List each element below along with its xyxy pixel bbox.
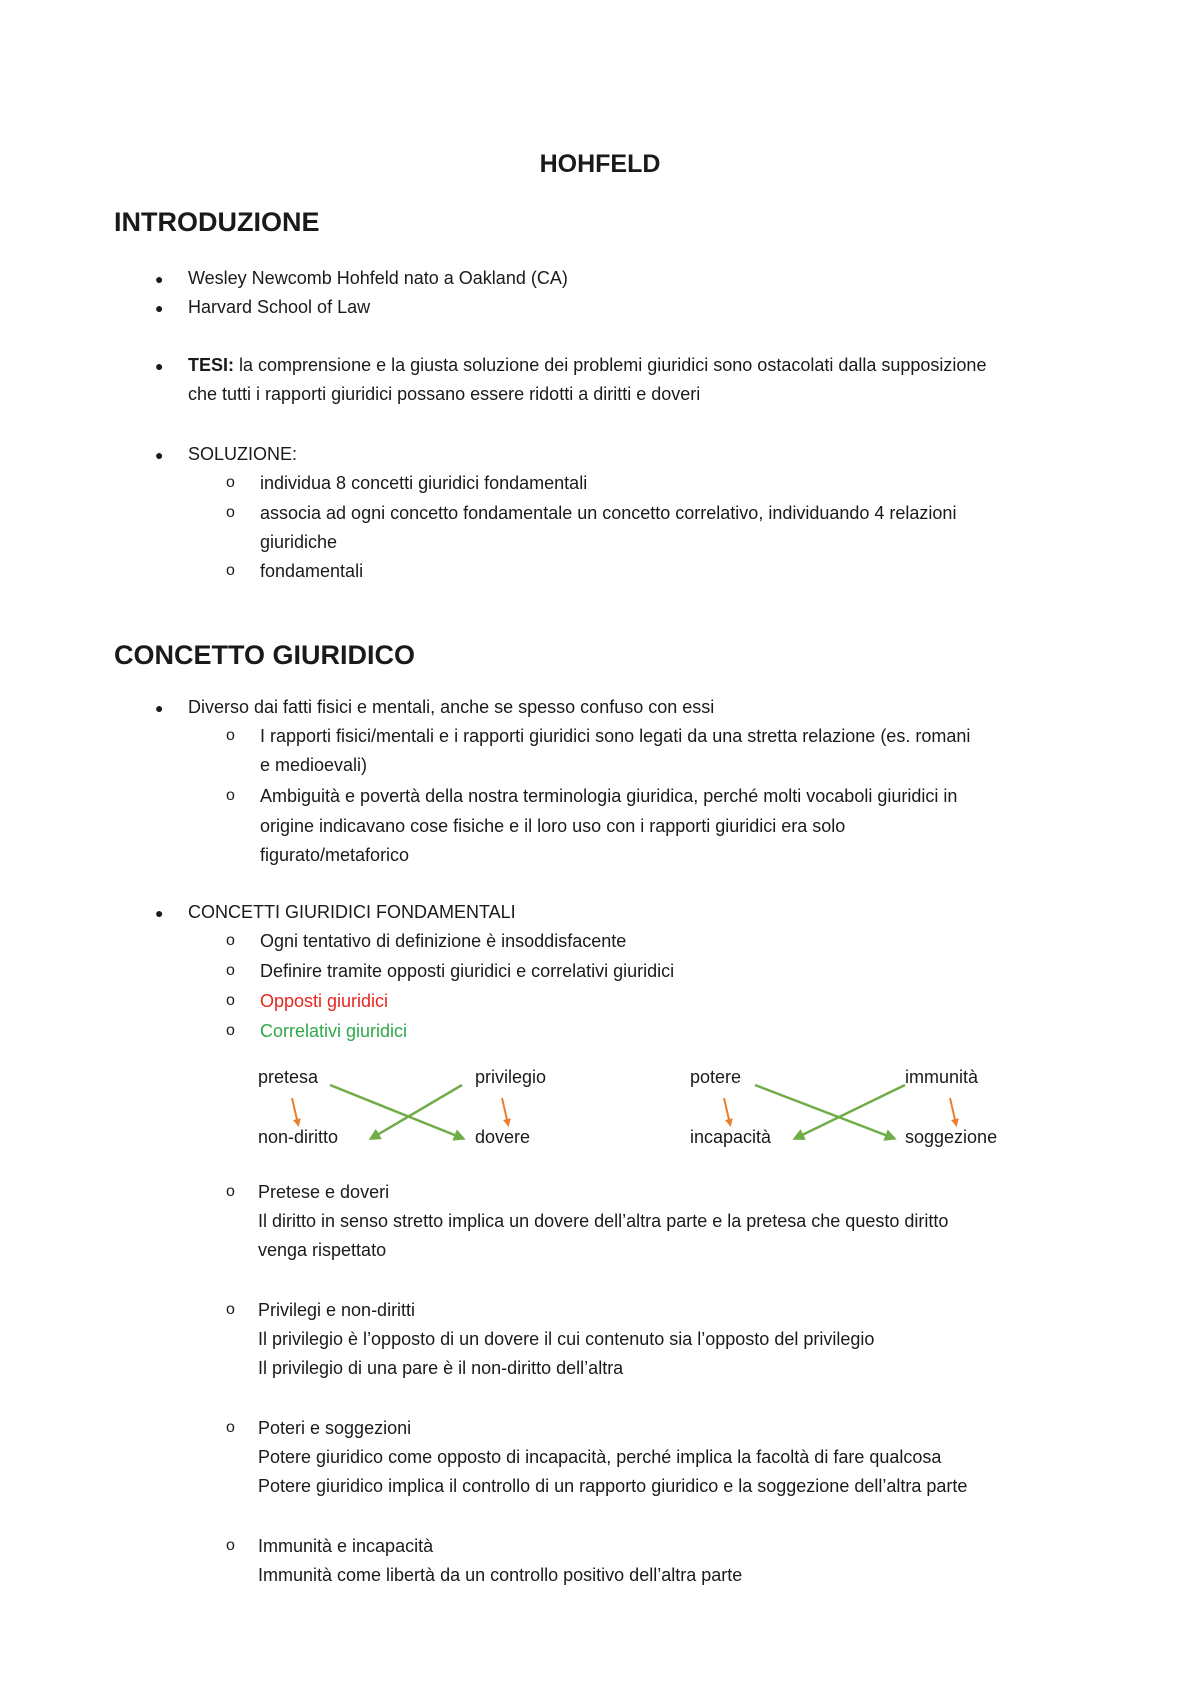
correlativi-giuridici-label: Correlativi giuridici <box>260 1021 408 1041</box>
pair-line: Immunità come libertà da un controllo positivo dell’altra parte <box>258 1565 743 1585</box>
orange-arrow-privilegio-dovere <box>502 1098 508 1124</box>
bullet-icon: ● <box>155 271 164 287</box>
diagram-label-incapacita: incapacità <box>690 1127 772 1147</box>
orange-arrow-immunita-soggezione <box>950 1098 956 1124</box>
green-arrow-privilegio-non-diritto <box>372 1085 462 1138</box>
sub-bullet-icon: o <box>226 1301 235 1318</box>
diagram-label-immunita: immunità <box>905 1067 979 1087</box>
green-arrow-potere-soggezione <box>755 1085 893 1138</box>
sub-bullet-icon: o <box>226 1022 235 1039</box>
intro-bullet-2: Harvard School of Law <box>188 297 371 317</box>
diagram-label-pretesa: pretesa <box>258 1067 319 1087</box>
bullet-icon: ● <box>155 447 164 463</box>
soluzione-item-1: individua 8 concetti giuridici fondamentali <box>260 473 588 493</box>
opposti-giuridici-label: Opposti giuridici <box>260 991 389 1011</box>
heading-introduzione: INTRODUZIONE <box>114 207 320 237</box>
pair-line: Il diritto in senso stretto implica un dovere dell’altra parte e la pretesa che questo diritto <box>258 1211 949 1231</box>
pair-line: Il privilegio è l’opposto di un dovere il cui contenuto sia l’opposto del privilegio <box>258 1329 875 1349</box>
pair-line: Potere giuridico come opposto di incapacità, perché implica la facoltà di fare qualcosa <box>258 1447 942 1467</box>
orange-arrow-potere-incapacita <box>724 1098 730 1124</box>
concetto-bullet-1: Diverso dai fatti fisici e mentali, anche se spesso confuso con essi <box>188 697 715 717</box>
diagram-label-non-diritto: non-diritto <box>258 1127 339 1147</box>
pair-title-immunita: Immunità e incapacità <box>258 1536 434 1556</box>
tesi-label: TESI: <box>188 355 235 375</box>
green-arrow-immunita-incapacita <box>796 1085 905 1138</box>
sub-bullet-icon: o <box>226 962 235 979</box>
pair-line: venga rispettato <box>258 1240 387 1260</box>
sub-bullet-icon: o <box>226 1183 235 1200</box>
sub-bullet-icon: o <box>226 787 235 804</box>
concetto-item-1: I rapporti fisici/mentali e i rapporti giuridici sono legati da una stretta relazione (es. romani <box>260 726 971 746</box>
concetto-item-2-cont-2: figurato/metaforico <box>260 845 410 865</box>
diagram-label-dovere: dovere <box>475 1127 531 1147</box>
concetto-item-2-cont-1: origine indicavano cose fisiche e il loro uso con i rapporti giuridici era solo <box>260 816 846 836</box>
pair-line: Potere giuridico implica il controllo di un rapporto giuridico e la soggezione dell’altra parte <box>258 1476 968 1496</box>
sub-bullet-icon: o <box>226 992 235 1009</box>
soluzione-item-2: associa ad ogni concetto fondamentale un concetto correlativo, individuando 4 relazioni <box>260 503 957 523</box>
bullet-icon: ● <box>155 358 164 374</box>
pair-line: Il privilegio di una pare è il non-diritto dell’altra <box>258 1358 624 1378</box>
document-title: HOHFELD <box>539 150 661 178</box>
heading-concetto-giuridico: CONCETTO GIURIDICO <box>114 640 416 670</box>
diagram-label-potere: potere <box>690 1067 742 1087</box>
sub-bullet-icon: o <box>226 727 235 744</box>
sub-bullet-icon: o <box>226 1537 235 1554</box>
intro-bullet-1: Wesley Newcomb Hohfeld nato a Oakland (CA) <box>188 268 568 288</box>
pair-title-privilegi: Privilegi e non-diritti <box>258 1300 416 1320</box>
concetti-fondamentali-label: CONCETTI GIURIDICI FONDAMENTALI <box>188 902 516 922</box>
sub-bullet-icon: o <box>226 504 235 521</box>
bullet-icon: ● <box>155 300 164 316</box>
diagram-label-soggezione: soggezione <box>905 1127 998 1147</box>
soluzione-item-3: fondamentali <box>260 561 364 581</box>
sub-bullet-icon: o <box>226 1419 235 1436</box>
orange-arrow-pretesa-non-diritto <box>292 1098 298 1124</box>
bullet-icon: ● <box>155 905 164 921</box>
pair-title-poteri: Poteri e soggezioni <box>258 1418 412 1438</box>
tesi-text: la comprensione e la giusta soluzione dei problemi giuridici sono ostacolati dalla supposizione <box>234 355 987 375</box>
soluzione-label: SOLUZIONE: <box>188 444 298 464</box>
fondamentali-item-1: Ogni tentativo di definizione è insoddisfacente <box>260 931 627 951</box>
concetto-item-2: Ambiguità e povertà della nostra terminologia giuridica, perché molti vocaboli giuridici in <box>260 786 958 806</box>
tesi-line-2: che tutti i rapporti giuridici possano essere ridotti a diritti e doveri <box>188 384 701 404</box>
sub-bullet-icon: o <box>226 562 235 579</box>
diagram-label-privilegio: privilegio <box>475 1067 547 1087</box>
soluzione-item-2-cont: giuridiche <box>260 532 338 552</box>
bullet-icon: ● <box>155 700 164 716</box>
pair-title-pretese: Pretese e doveri <box>258 1182 390 1202</box>
fondamentali-item-2: Definire tramite opposti giuridici e correlativi giuridici <box>260 961 675 981</box>
sub-bullet-icon: o <box>226 474 235 491</box>
concetto-item-1-cont: e medioevali) <box>260 755 368 775</box>
green-arrow-pretesa-dovere <box>330 1085 462 1138</box>
sub-bullet-icon: o <box>226 932 235 949</box>
